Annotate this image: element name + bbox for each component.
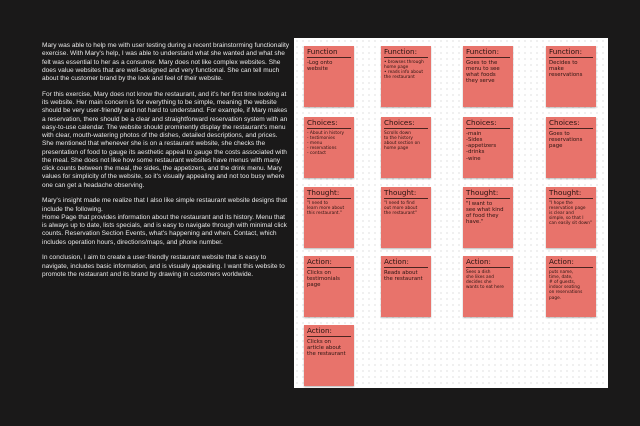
sticky-note[interactable] bbox=[381, 256, 431, 317]
note-heading: Action: bbox=[384, 258, 428, 268]
narrative-text-column bbox=[42, 42, 290, 287]
note-body: "I need to learn more about this restaurant." bbox=[307, 200, 345, 216]
note-heading: Action: bbox=[307, 258, 351, 268]
note-heading: Action: bbox=[549, 258, 593, 268]
note-heading: Action: bbox=[466, 258, 510, 268]
note-body: "I want to see what kind of food they have." bbox=[466, 200, 504, 226]
sticky-note[interactable] bbox=[546, 46, 596, 107]
note-heading: Thought: bbox=[549, 189, 593, 199]
note-body: Goes to the menu to see what foods they serve bbox=[466, 59, 500, 85]
sticky-note[interactable] bbox=[304, 325, 354, 386]
sticky-note[interactable] bbox=[304, 256, 354, 317]
sticky-note[interactable] bbox=[381, 46, 431, 107]
sticky-note[interactable] bbox=[463, 256, 513, 317]
sticky-note[interactable] bbox=[546, 117, 596, 178]
note-heading: Choices: bbox=[549, 119, 593, 129]
sticky-note[interactable] bbox=[304, 117, 354, 178]
sticky-note[interactable] bbox=[546, 256, 596, 317]
note-body: "I need to find out more about the restaurant" bbox=[384, 200, 418, 216]
paragraph-exercise: For this exercise, Mary does not know the restaurant, and it's her first time looking at its website. Her main concern is for everything to be simple, meaning the website should be very user-friendly and not hard to understand. For example, if Mary makes a reservation, there should be a clear and straightforward reservation system with an easy-to-use calendar. The website should prominently display the restaurant's menu with clear, mouth-watering photos of the dishes, detailed descriptions, and prices. She mentioned that whenever she is on a restaurant website, she checks the presentation of food to gauge its aesthetic appeal to gauge the costs associated with the meal. She does not like how some restaurant websites have menus with many click counts between the meal, the sides, the appetizers, and the drink menu. Mary values for simplicity of the website, so it's visually appealing and not too busy where one can get a headache observing. bbox=[42, 90, 288, 189]
sticky-note[interactable] bbox=[463, 187, 513, 248]
note-heading: Choices: bbox=[466, 119, 510, 129]
paragraph-intro: Mary was able to help me with user testing during a recent brainstorming functionality exercise. With Mary's help, I was able to understand what she wanted and what she felt was essential to her as a consumer. Mary does not like complex websites. She does value websites that are well-designed and very functional. She can tell much about the customer brand by the look and feel of their website. bbox=[42, 42, 290, 82]
note-body: Clicks on article about the restaurant bbox=[307, 338, 346, 358]
sticky-note[interactable] bbox=[304, 46, 354, 107]
sticky-note[interactable] bbox=[304, 187, 354, 248]
note-body: Goes to reservations page bbox=[549, 130, 583, 150]
note-body: Sees a dish she likes and decides she wants to eat here bbox=[466, 269, 504, 291]
note-heading: Thought: bbox=[307, 189, 351, 199]
note-body: Reads about the restaurant bbox=[384, 269, 423, 282]
note-heading: Function: bbox=[549, 48, 593, 58]
note-body: -main -Sides -appetizers -drinks -wine bbox=[466, 130, 497, 162]
note-body: puts name, time, date, # of guests, indoor seating on reservations page. bbox=[549, 269, 583, 301]
note-body: - About in history - testimonies - menu - reservations - contact bbox=[307, 130, 345, 157]
sticky-note[interactable] bbox=[463, 46, 513, 107]
paragraph-insight: Mary's insight made me realize that I also like simple restaurant website designs that include the following. Home Page that provides information about the restaurant and its history. Menu that is always up to date, lists specials, and is easy to navigate through with minimal click counts. Reservation Section Events, what's happening and when. Contact, which includes operation hours, directions/maps, and phone number. bbox=[42, 197, 288, 246]
note-body: Scrolls down to the history about section on home page bbox=[384, 130, 420, 152]
paragraph-conclusion: In conclusion, I aim to create a user-friendly restaurant website that is easy to navigate, includes basic information, and is visually appealing. I want this website to promote the restaurant and its brand by drawing in customers worldwide. bbox=[42, 254, 285, 278]
note-body: Decides to make reservations bbox=[549, 59, 583, 79]
sticky-note[interactable] bbox=[463, 117, 513, 178]
note-heading: Function: bbox=[466, 48, 510, 58]
note-heading: Action: bbox=[307, 327, 351, 337]
sticky-note-whiteboard bbox=[294, 38, 608, 388]
note-heading: Thought: bbox=[384, 189, 428, 199]
note-heading: Function: bbox=[384, 48, 428, 58]
note-body: "I hope the reservation page is clear and simple, so that I can easily sit down" bbox=[549, 200, 592, 227]
note-heading: Thought: bbox=[466, 189, 510, 199]
note-heading: Choices: bbox=[307, 119, 351, 129]
note-body: • browses through home page • reads info about the restaurant bbox=[384, 59, 424, 81]
note-heading: Function bbox=[307, 48, 351, 58]
note-body: Clicks on testimonials page bbox=[307, 269, 340, 289]
sticky-note[interactable] bbox=[546, 187, 596, 248]
note-body: -Log onto website bbox=[307, 59, 333, 72]
note-heading: Choices: bbox=[384, 119, 428, 129]
sticky-note[interactable] bbox=[381, 187, 431, 248]
sticky-note[interactable] bbox=[381, 117, 431, 178]
